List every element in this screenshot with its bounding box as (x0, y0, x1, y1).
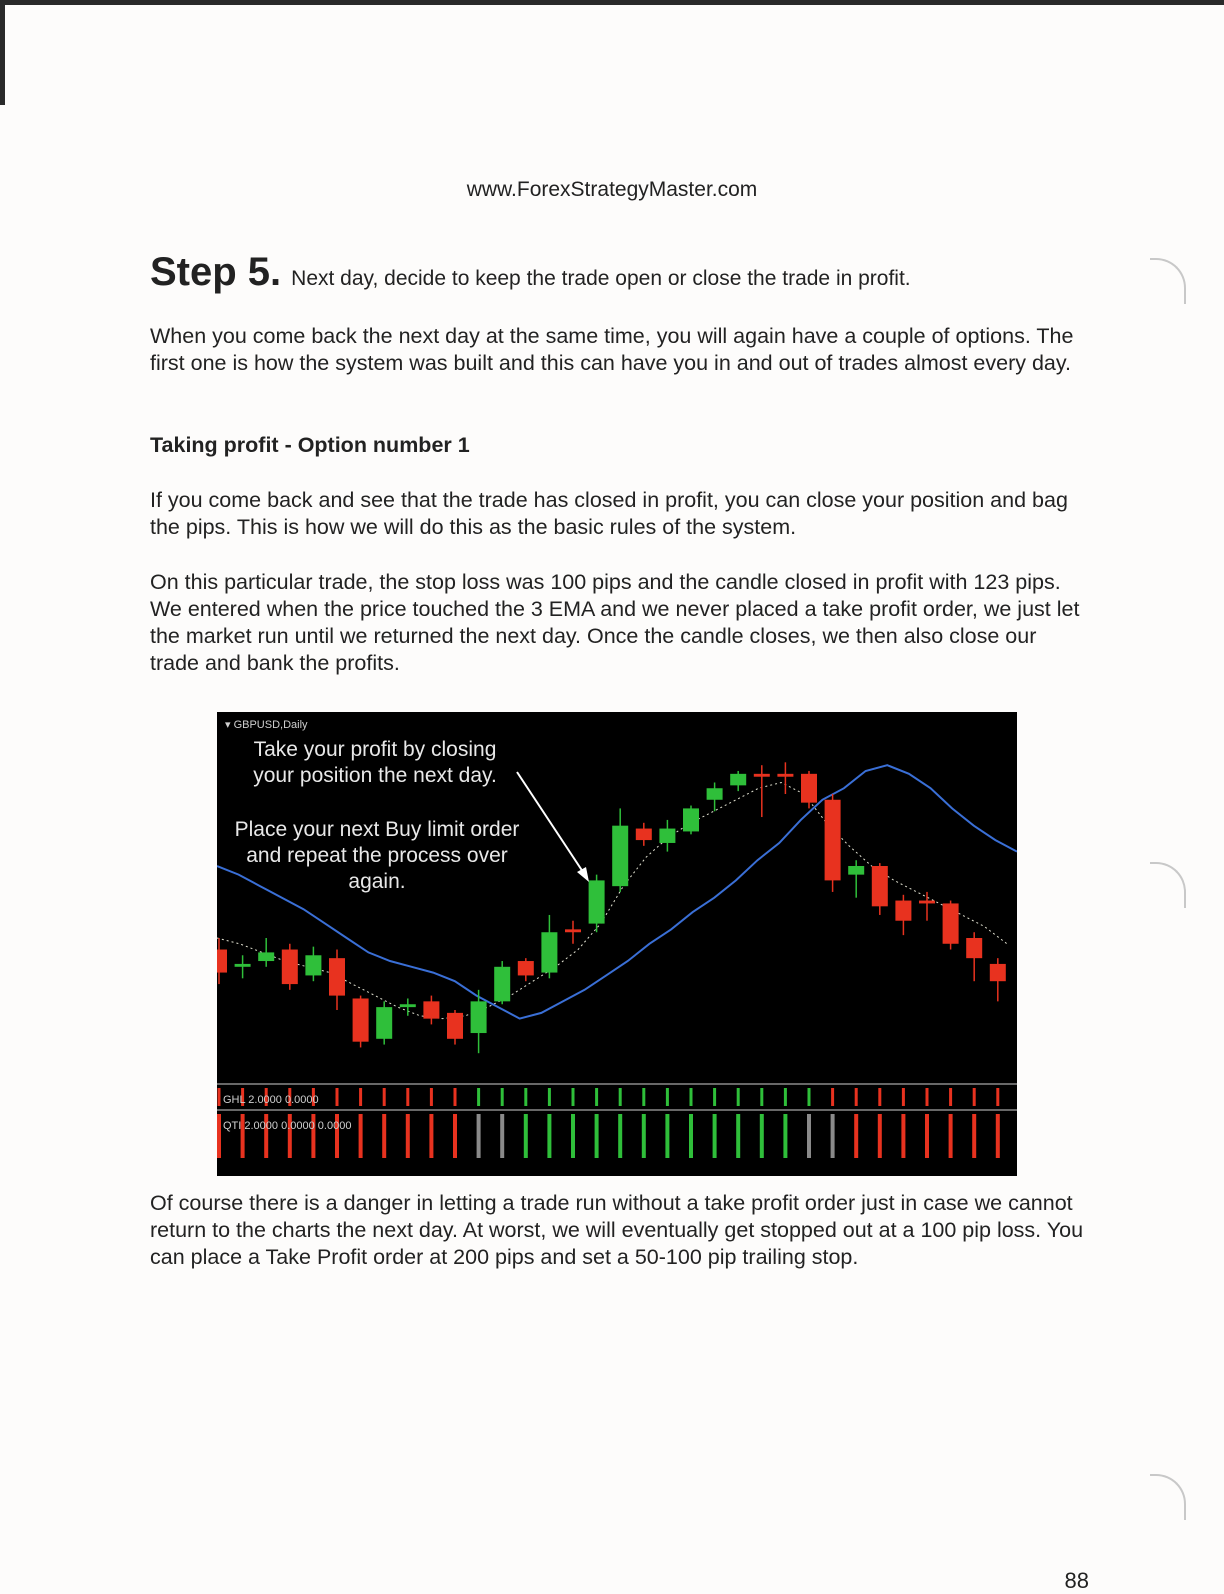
scan-top-edge (0, 0, 1224, 5)
ghl-bar (619, 1088, 622, 1106)
ghl-bar (548, 1088, 551, 1106)
candle-body (636, 829, 652, 841)
ghl-bar (855, 1088, 858, 1106)
trade-paragraph: On this particular trade, the stop loss was 100 pips and the candle closed in profit with 123 pips. We entered when the price touched the 3 EMA and we never placed a take profit order, we just let the market run until we returned the next day. Once the candle closes, we then also close our trade and bank the profits. (150, 570, 1080, 675)
ghl-bar (524, 1088, 527, 1106)
option-heading: Taking profit - Option number 1 (150, 433, 470, 457)
ghl-bar (926, 1088, 929, 1106)
candle-body (329, 958, 345, 995)
ghl-bar (454, 1088, 457, 1106)
qti-bar (642, 1114, 646, 1158)
step-heading (150, 250, 911, 295)
candle-body (848, 866, 864, 875)
candle-body (565, 929, 581, 932)
qti-bar (500, 1114, 504, 1158)
candle-body (353, 998, 369, 1041)
site-url: www.ForexStrategyMaster.com (466, 178, 758, 201)
qti-bar (382, 1114, 386, 1158)
qti-bar (713, 1114, 717, 1158)
candle-body (825, 800, 841, 881)
candle-body (990, 964, 1006, 981)
qti-bar (477, 1114, 481, 1158)
qti-bar (595, 1114, 599, 1158)
ghl-bar (501, 1088, 504, 1106)
qti-bar (996, 1114, 1000, 1158)
qti-bar (665, 1114, 669, 1158)
page-number: 88 (1064, 1568, 1089, 1593)
symbol-label: ▾ GBPUSD,Daily (225, 719, 308, 731)
candle-body (471, 1001, 487, 1033)
qti-bar (618, 1114, 622, 1158)
qti-bar (689, 1114, 693, 1158)
qti-bar (359, 1114, 363, 1158)
ghl-bar (690, 1088, 693, 1106)
ghl-bar (218, 1088, 221, 1106)
ghl-bar (406, 1088, 409, 1106)
candle-body (659, 829, 675, 843)
qti-bar (831, 1114, 835, 1158)
qti-bar (453, 1114, 457, 1158)
qti-bar (949, 1114, 953, 1158)
qti-bar (524, 1114, 528, 1158)
qti-bar (571, 1114, 575, 1158)
qti-bar (807, 1114, 811, 1158)
ghl-bar (902, 1088, 905, 1106)
candle-body (217, 950, 227, 973)
binder-hole-bottom (1150, 1474, 1186, 1520)
candle-body (801, 774, 817, 803)
qti-bar (854, 1114, 858, 1158)
annotation-buy-limit-line-1: Place your next Buy limit order (234, 818, 520, 841)
candle-body (447, 1013, 463, 1039)
binder-hole-top (1150, 258, 1186, 304)
candle-body (541, 932, 557, 972)
binder-hole-middle (1150, 862, 1186, 908)
candle-body (966, 938, 982, 958)
candle-body (305, 955, 321, 975)
ghl-bar (359, 1088, 362, 1106)
ghl-bar (737, 1088, 740, 1106)
candle-body (258, 952, 274, 961)
ghl-bar (336, 1088, 339, 1106)
ghl-bar (642, 1088, 645, 1106)
qti-bar (901, 1114, 905, 1158)
ghl-bar (430, 1088, 433, 1106)
annotation-take-profit-line-1: Take your profit by closing (253, 738, 497, 761)
ghl-bar (808, 1088, 811, 1106)
qti-bar (429, 1114, 433, 1158)
candle-body (895, 901, 911, 921)
step-description: Next day, decide to keep the trade open or close the trade in profit. (291, 267, 911, 290)
ghl-bar (949, 1088, 952, 1106)
candle-body (683, 808, 699, 831)
qti-bar (972, 1114, 976, 1158)
candle-body (376, 1007, 392, 1039)
candle-body (919, 901, 935, 904)
ghl-bar (477, 1088, 480, 1106)
candle-body (730, 774, 746, 786)
candle-body (754, 774, 770, 777)
candle-body (494, 967, 510, 1002)
arrow-annotation (517, 772, 589, 882)
qti-bar (406, 1114, 410, 1158)
ghl-bar (595, 1088, 598, 1106)
annotation-buy-limit-line-3: again. (348, 870, 406, 893)
ghl-bar (760, 1088, 763, 1106)
qti-bar (736, 1114, 740, 1158)
ghl-bar (878, 1088, 881, 1106)
candles-layer (217, 762, 1006, 1053)
ghl-label: GHL 2.0000 0.0000 (223, 1094, 319, 1106)
candle-body (235, 964, 251, 967)
ghl-bar (666, 1088, 669, 1106)
candle-body (777, 774, 793, 777)
step-label: Step 5. (150, 250, 282, 294)
candle-body (943, 903, 959, 943)
ghl-bar (996, 1088, 999, 1106)
profit-paragraph: If you come back and see that the trade has closed in profit, you can close your position and bag the pips. This is how we will do this as the basic rules of the system. (150, 488, 1068, 539)
ghl-bar (383, 1088, 386, 1106)
gbpusd-chart (217, 712, 1017, 1176)
closing-paragraph: Of course there is a danger in letting a trade run without a take profit order just in case we cannot return to the charts the next day. At worst, we will eventually get stopped out at a 100 pip loss. You can place a Take Profit order at 200 pips and set a 50-100 pip trailing stop. (150, 1191, 1084, 1269)
ghl-bar (572, 1088, 575, 1106)
ghl-bar (831, 1088, 834, 1106)
qti-bar (783, 1114, 787, 1158)
candle-body (400, 1004, 416, 1007)
intro-paragraph: When you come back the next day at the same time, you will again have a couple of options. The first one is how the system was built and this can have you in and out of trades almost every day. (150, 324, 1074, 375)
annotation-buy-limit-line-2: and repeat the process over (246, 844, 508, 867)
scan-left-edge (0, 0, 5, 105)
ghl-bar (973, 1088, 976, 1106)
chart-canvas (217, 712, 1017, 1176)
qti-bar (547, 1114, 551, 1158)
candle-body (423, 1001, 439, 1018)
qti-bar (925, 1114, 929, 1158)
annotation-take-profit-line-2: your position the next day. (253, 764, 497, 787)
candle-body (518, 961, 534, 975)
candle-body (589, 880, 605, 923)
candle-body (872, 866, 888, 906)
ghl-indicator (218, 1088, 1000, 1106)
qti-label: QTI 2.0000 0.0000 0.0000 (223, 1120, 352, 1132)
ghl-bar (713, 1088, 716, 1106)
candle-body (282, 950, 298, 985)
candle-body (612, 826, 628, 886)
qti-bar (878, 1114, 882, 1158)
ghl-bar (784, 1088, 787, 1106)
candle-body (707, 788, 723, 800)
qti-bar (760, 1114, 764, 1158)
qti-bar (217, 1114, 221, 1158)
